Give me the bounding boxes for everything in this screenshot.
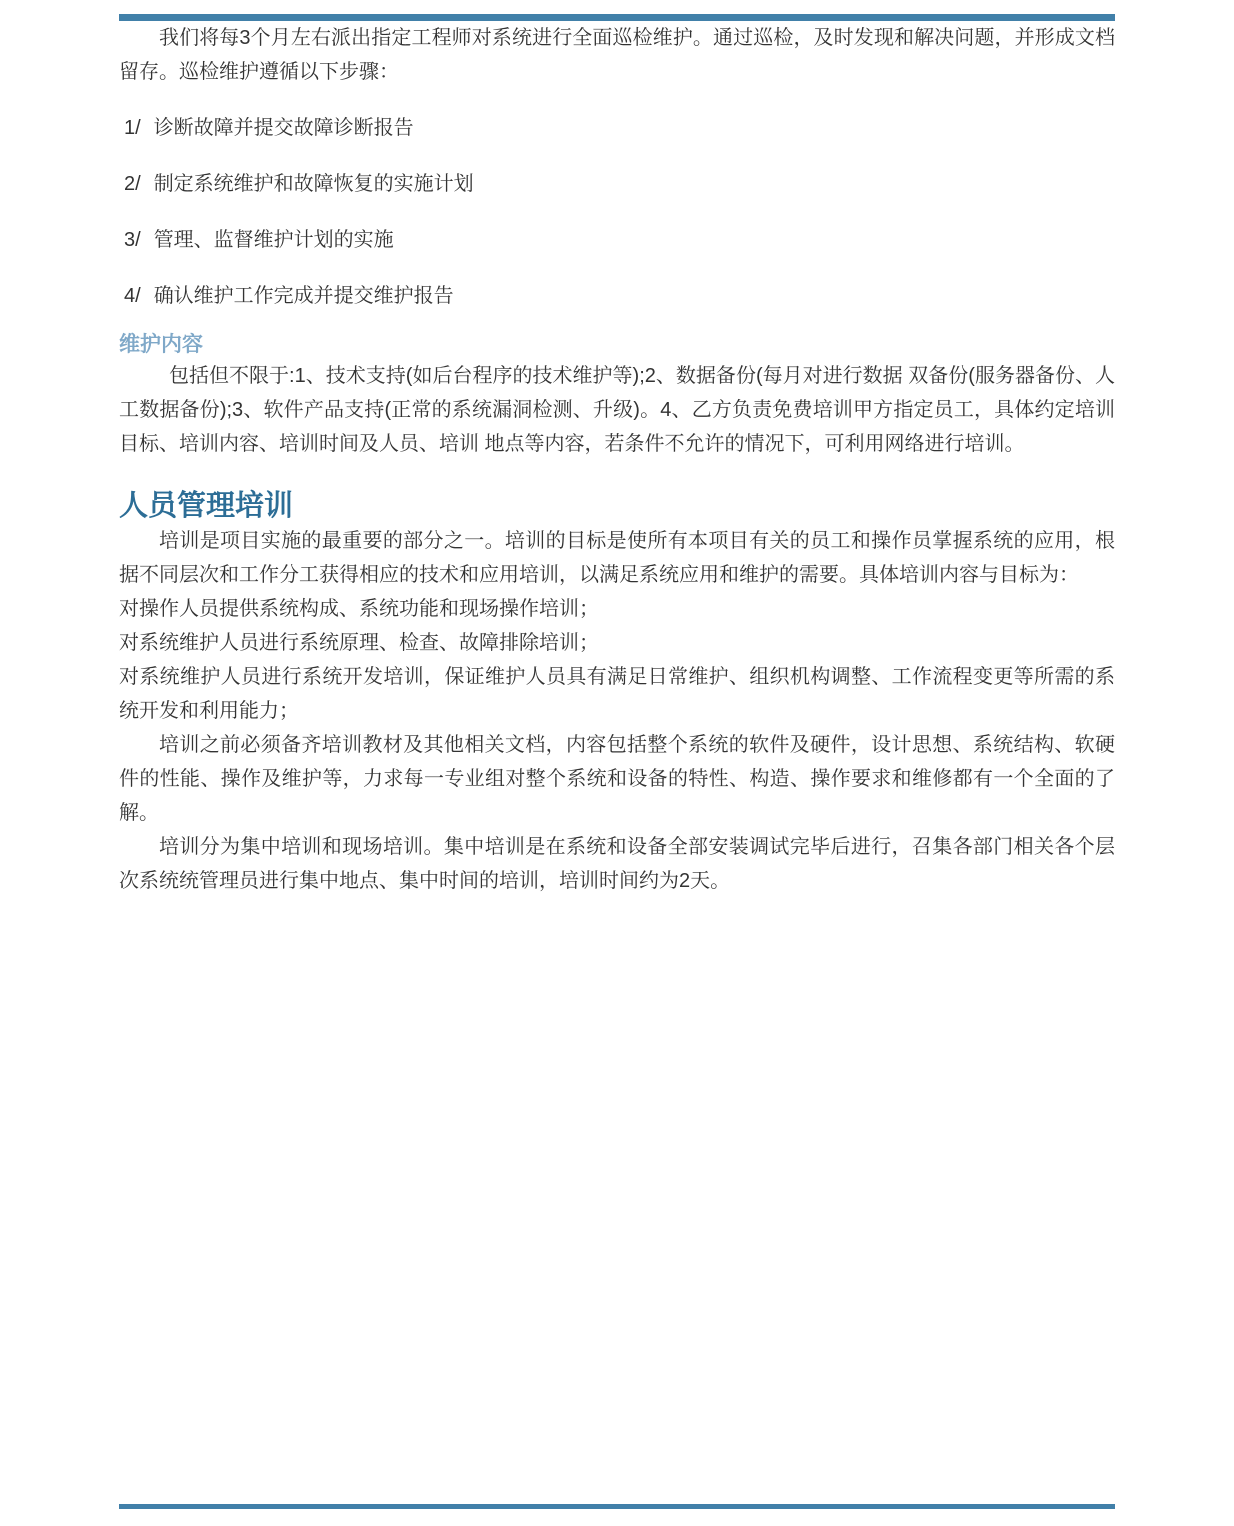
maintenance-content-paragraph: 包括但不限于:1、技术支持(如后台程序的技术维护等);2、数据备份(每月对进行数据 双备份(服务器备份、人工数据备份);3、软件产品支持(正常的系统漏洞检测、升级)。4、乙方负责免费培训甲方指定员工，具体约定培训目标、培训内容、培训时间及人员、培训 地点等内容，若条件不允许的情况下，可利用网络进行培训。 xyxy=(119,365,1115,455)
bottom-accent-bar xyxy=(119,1504,1115,1509)
maintenance-content-heading: 维护内容 xyxy=(119,333,203,356)
step-text: 管理、监督维护计划的实施 xyxy=(153,229,394,251)
step-item-2 xyxy=(119,167,1115,201)
maintenance-steps-list xyxy=(119,111,1115,313)
training-overview-paragraph: 培训是项目实施的最重要的部分之一。培训的目标是使所有本项目有关的员工和操作员掌握系统的应用，根据不同层次和工作分工获得相应的技术和应用培训，以满足系统应用和维护的需要。具体培训内容与目标为： xyxy=(119,530,1115,586)
top-accent-bar xyxy=(119,14,1115,21)
step-item-4 xyxy=(119,279,1115,313)
training-development-paragraph: 对系统维护人员进行系统开发培训，保证维护人员具有满足日常维护、组织机构调整、工作流程变更等所需的系统开发和利用能力； xyxy=(119,666,1115,722)
step-marker: 2/ xyxy=(124,173,141,195)
training-maintenance-principles-paragraph: 对系统维护人员进行系统原理、检查、故障排除培训； xyxy=(119,632,599,654)
personnel-training-heading: 人员管理培训 xyxy=(119,490,294,522)
document-content xyxy=(119,21,1115,898)
step-text: 制定系统维护和故障恢复的实施计划 xyxy=(153,173,474,195)
step-item-3 xyxy=(119,223,1115,257)
step-marker: 1/ xyxy=(124,117,141,139)
step-text: 确认维护工作完成并提交维护报告 xyxy=(153,285,454,307)
intro-paragraph: 我们将每3个月左右派出指定工程师对系统进行全面巡检维护。通过巡检，及时发现和解决问题，并形成文档留存。巡检维护遵循以下步骤： xyxy=(119,27,1115,83)
training-materials-paragraph: 培训之前必须备齐培训教材及其他相关文档，内容包括整个系统的软件及硬件，设计思想、系统结构、软硬件的性能、操作及维护等，力求每一专业组对整个系统和设备的特性、构造、操作要求和维修都有一个全面的了解。 xyxy=(119,734,1115,824)
step-item-1 xyxy=(119,111,1115,145)
step-marker: 4/ xyxy=(124,285,141,307)
step-marker: 3/ xyxy=(124,229,141,251)
training-operators-paragraph: 对操作人员提供系统构成、系统功能和现场操作培训； xyxy=(119,598,599,620)
training-schedule-paragraph: 培训分为集中培训和现场培训。集中培训是在系统和设备全部安装调试完毕后进行，召集各部门相关各个层次系统统管理员进行集中地点、集中时间的培训，培训时间约为2天。 xyxy=(119,836,1115,892)
step-text: 诊断故障并提交故障诊断报告 xyxy=(153,117,414,139)
